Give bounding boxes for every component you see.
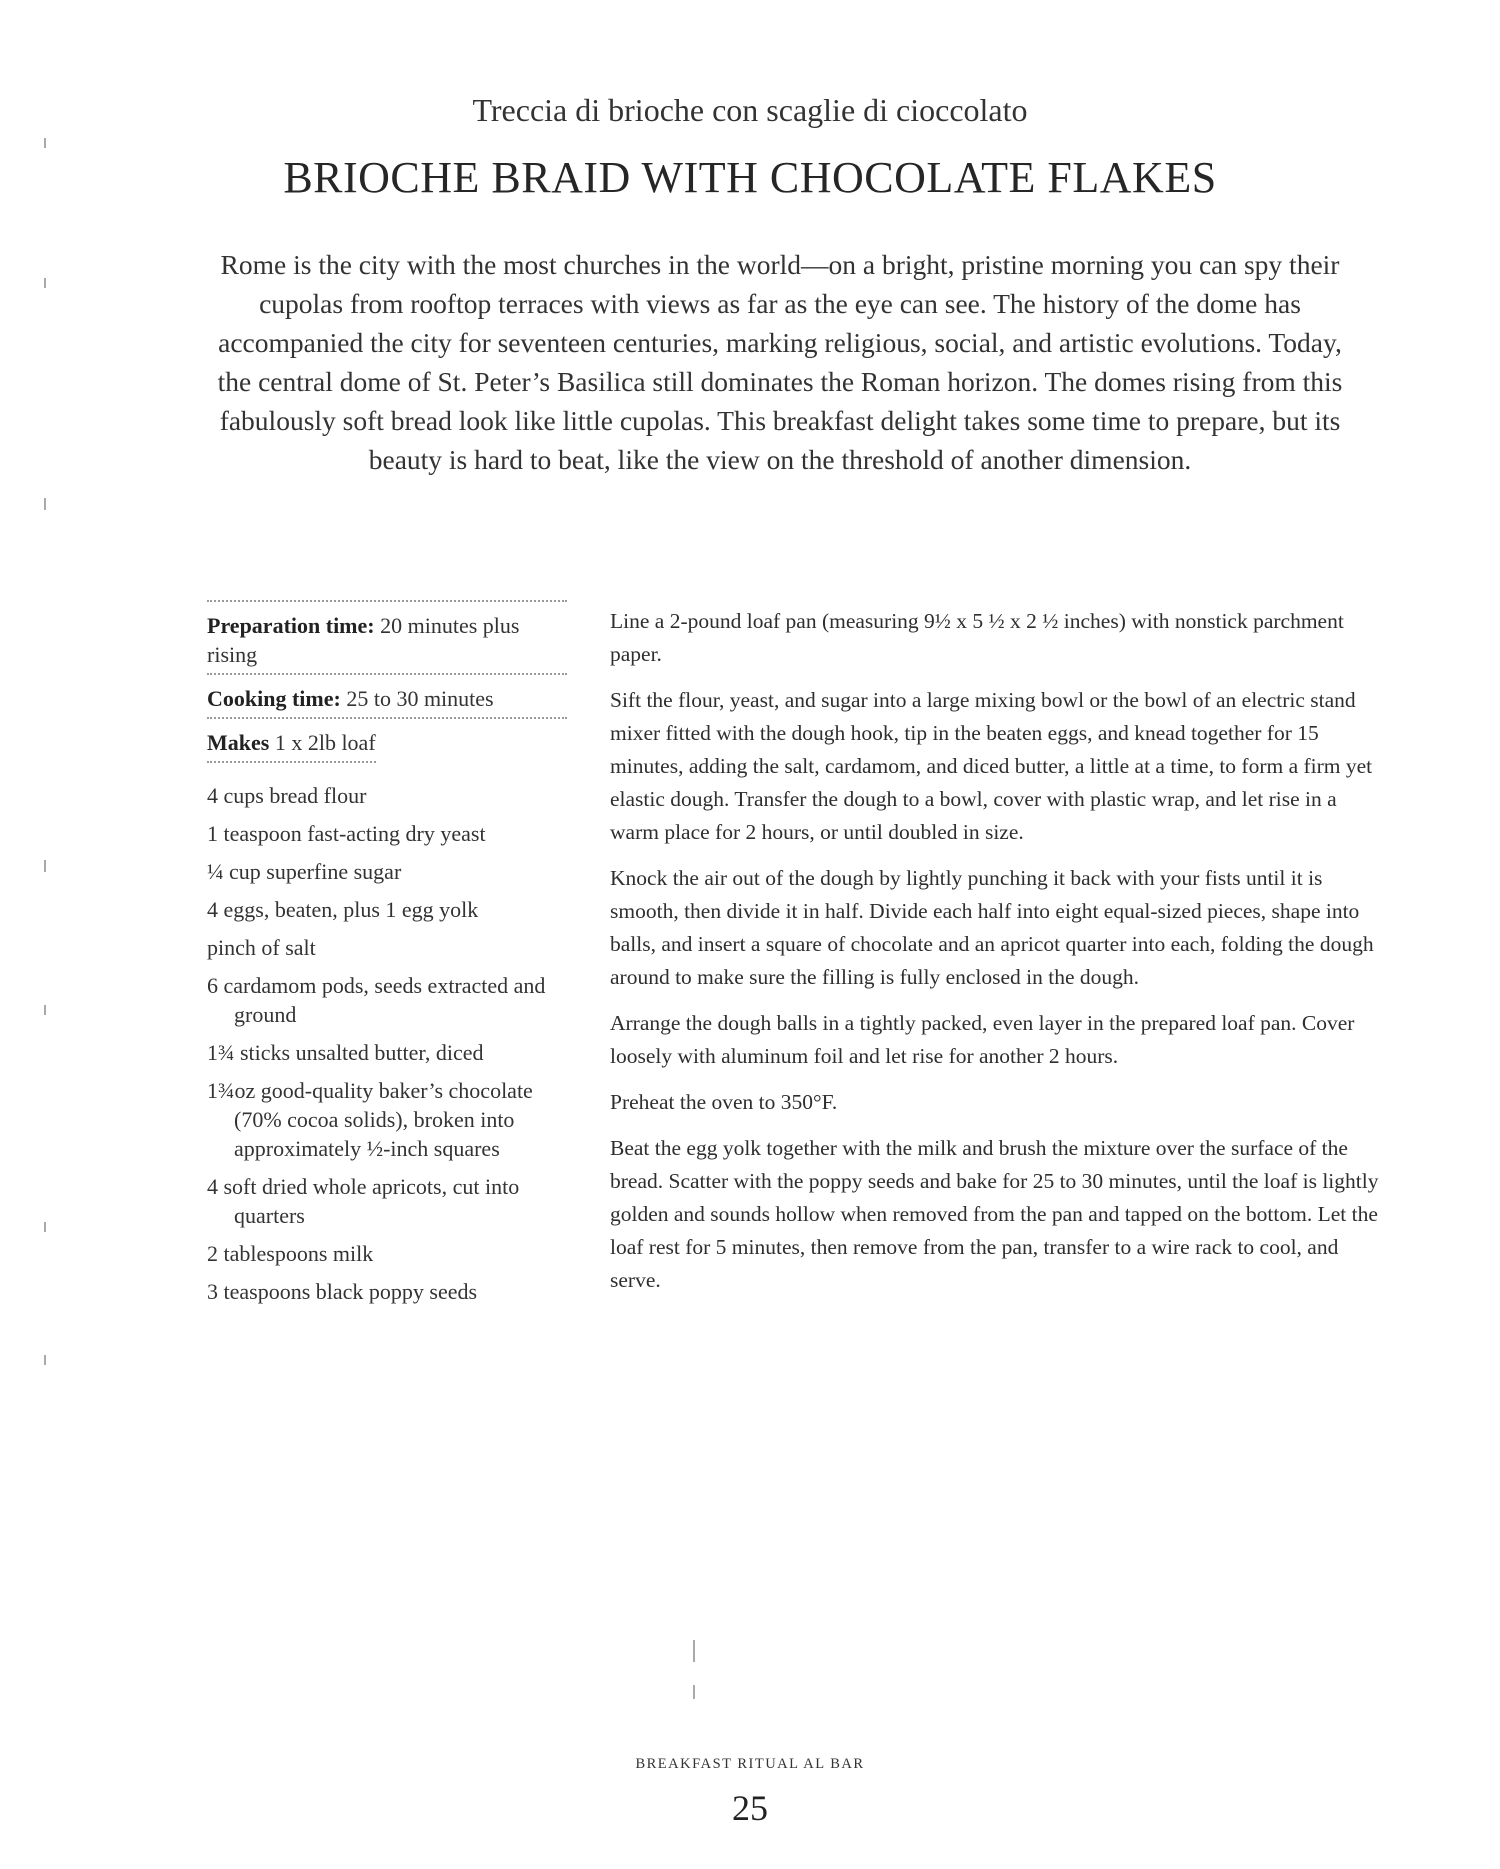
ingredient-item: 6 cardamom pods, seeds extracted and ground bbox=[207, 973, 546, 1027]
method-step: Line a 2-pound loaf pan (measuring 9½ x 5 ½ x 2 ½ inches) with nonstick parchment paper. bbox=[610, 609, 1344, 666]
cook-time-value: 25 to 30 minutes bbox=[346, 686, 494, 711]
ingredient-item: 1 teaspoon fast-acting dry yeast bbox=[207, 821, 486, 846]
ingredient-item: pinch of salt bbox=[207, 935, 316, 960]
method-step: Beat the egg yolk together with the milk and brush the mixture over the surface of the bread. Scatter with the poppy seeds and bake for 25 to 30 minutes, until the loaf is lightly golden and sounds hollow when removed from the pan and tapped on the bottom. Let the loaf rest for 5 minutes, then remove from the pan, transfer to a wire rack to cool, and serve. bbox=[610, 1136, 1379, 1292]
method-step: Preheat the oven to 350°F. bbox=[610, 1090, 838, 1114]
scan-speck bbox=[693, 1640, 695, 1662]
method-column bbox=[610, 605, 1380, 1310]
page-number: 25 bbox=[732, 1788, 768, 1828]
scan-speck bbox=[693, 1685, 695, 1699]
cook-time bbox=[207, 673, 567, 717]
ingredient-item: 4 soft dried whole apricots, cut into quarters bbox=[207, 1174, 520, 1228]
ingredient-item: 4 eggs, beaten, plus 1 egg yolk bbox=[207, 897, 479, 922]
ingredient-item: 2 tablespoons milk bbox=[207, 1241, 374, 1266]
scan-speck bbox=[44, 1005, 46, 1015]
cook-time-label: Cooking time: bbox=[207, 686, 341, 711]
scan-speck bbox=[44, 498, 46, 510]
yield bbox=[207, 717, 567, 767]
prep-time bbox=[207, 600, 567, 673]
scan-speck bbox=[44, 860, 46, 872]
scan-speck bbox=[44, 138, 46, 148]
scan-speck bbox=[44, 278, 46, 288]
yield-value: 1 x 2lb loaf bbox=[274, 730, 376, 755]
ingredients-column bbox=[207, 600, 567, 1315]
italian-subtitle: Treccia di brioche con scaglie di cioccolato bbox=[472, 92, 1028, 128]
intro-paragraph: Rome is the city with the most churches in the world—on a bright, pristine morning you can spy their cupolas from rooftop terraces with views as far as the eye can see. The history of the dome has accompanied the city for seventeen centuries, marking religious, social, and artistic evolutions. Today, the central dome of St. Peter’s Basilica still dominates the Roman horizon. The domes rising from this fabulously soft bread look like little cupolas. This breakfast delight takes some time to prepare, but its beauty is hard to beat, like the view on the threshold of another dimension. bbox=[217, 249, 1343, 475]
ingredient-item: ¼ cup superfine sugar bbox=[207, 859, 402, 884]
method-step: Sift the flour, yeast, and sugar into a large mixing bowl or the bowl of an electric stand mixer fitted with the dough hook, tip in the beaten eggs, and knead together for 15 minutes, adding the salt, cardamom, and diced butter, a little at a time, to form a firm yet elastic dough. Transfer the dough to a bowl, cover with plastic wrap, and let rise in a warm place for 2 hours, or until doubled in size. bbox=[610, 688, 1373, 844]
method-step: Knock the air out of the dough by lightly punching it back with your fists until it is smooth, then divide it in half. Divide each half into eight equal-sized pieces, shape into balls, and insert a square of chocolate and an apricot quarter into each, folding the dough around to make sure the filling is fully enclosed in the dough. bbox=[610, 866, 1374, 989]
ingredient-item: 1¾ sticks unsalted butter, diced bbox=[207, 1040, 484, 1065]
yield-label: Makes bbox=[207, 730, 270, 755]
ingredient-item: 1¾oz good-quality baker’s chocolate (70% cocoa solids), broken into approximately ½-inch squares bbox=[207, 1078, 533, 1161]
prep-time-value: 20 minutes plus rising bbox=[207, 613, 520, 667]
ingredient-item: 3 teaspoons black poppy seeds bbox=[207, 1279, 478, 1304]
footer-section-label: BREAKFAST RITUAL AL BAR bbox=[635, 1756, 865, 1772]
ingredient-item: 4 cups bread flour bbox=[207, 783, 367, 808]
ingredient-list bbox=[207, 781, 567, 1306]
prep-time-label: Preparation time: bbox=[207, 613, 375, 638]
method-step: Arrange the dough balls in a tightly packed, even layer in the prepared loaf pan. Cover loosely with aluminum foil and let rise for another 2 hours. bbox=[610, 1011, 1355, 1068]
scan-speck bbox=[44, 1222, 46, 1232]
scan-speck bbox=[44, 1355, 46, 1365]
recipe-title: BRIOCHE BRAID WITH CHOCOLATE FLAKES bbox=[283, 153, 1217, 202]
